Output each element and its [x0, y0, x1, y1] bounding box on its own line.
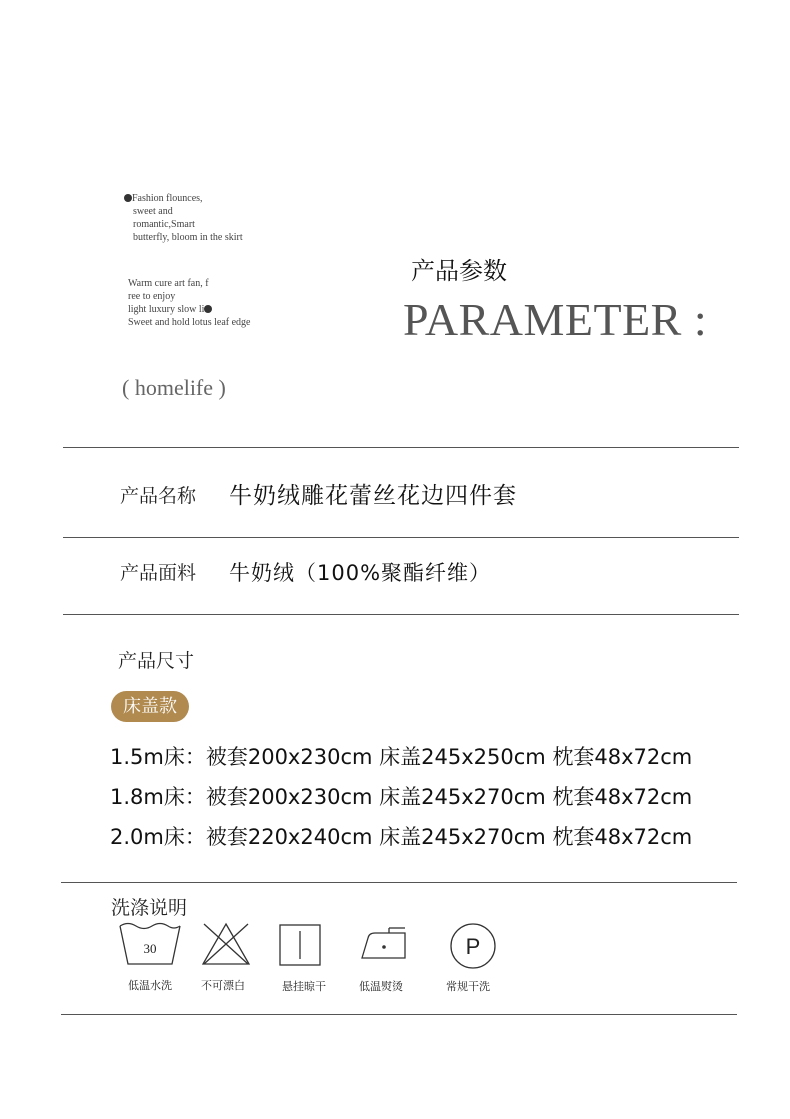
- care-item: [359, 926, 409, 966]
- bullet-dot-icon: [124, 194, 132, 202]
- poem-line: Sweet and hold lotus leaf edge: [128, 317, 251, 328]
- fabric-label: 产品面料: [120, 562, 197, 584]
- care-item: [118, 920, 182, 972]
- homelife-tag: ( homelife ): [122, 375, 226, 400]
- divider: [63, 447, 739, 448]
- line-dry-icon: [279, 924, 321, 966]
- low-iron-icon: [359, 926, 409, 962]
- dry-clean-letter: P: [465, 934, 481, 959]
- care-label: 悬挂晾干: [282, 980, 326, 993]
- divider: [61, 1014, 737, 1015]
- poem-line: ree to enjoy: [128, 291, 176, 302]
- wash-30-icon: [118, 920, 182, 968]
- care-item: [279, 924, 321, 970]
- no-bleach-icon: [200, 920, 252, 968]
- poem-line: butterfly, bloom in the skirt: [133, 232, 243, 243]
- divider: [63, 537, 739, 538]
- care-label: 不可漂白: [201, 979, 245, 992]
- dry-clean-icon: [449, 922, 497, 970]
- product-name-label: 产品名称: [120, 485, 197, 507]
- care-label: 低温熨烫: [359, 980, 403, 993]
- care-label: 常规干洗: [446, 980, 490, 993]
- care-label: 低温水洗: [128, 979, 172, 992]
- poem-line: Warm cure art fan, f: [128, 278, 209, 289]
- divider: [61, 882, 737, 883]
- divider: [63, 614, 739, 615]
- poem-line: sweet and: [133, 206, 173, 217]
- bullet-dot-icon: [204, 305, 212, 313]
- size-row: 1.5m床：被套200x230cm 床盖245x250cm 枕套48x72cm: [110, 745, 693, 769]
- size-label: 产品尺寸: [118, 650, 195, 672]
- care-item: [449, 922, 497, 974]
- heading-en: PARAMETER :: [403, 294, 708, 345]
- wash-temp-text: 30: [143, 941, 157, 956]
- poem-line: romantic,Smart: [133, 219, 195, 230]
- fabric-value: 牛奶绒（100%聚酯纤维）: [229, 561, 492, 585]
- care-title: 洗涤说明: [111, 897, 188, 919]
- product-name-value: 牛奶绒雕花蕾丝花边四件套: [229, 483, 517, 509]
- poem-line: Fashion flounces,: [124, 192, 243, 205]
- heading-cn: 产品参数: [411, 257, 507, 285]
- size-row: 2.0m床：被套220x240cm 床盖245x270cm 枕套48x72cm: [110, 825, 693, 849]
- size-row: 1.8m床：被套200x230cm 床盖245x270cm 枕套48x72cm: [110, 785, 693, 809]
- poem-block-2: [128, 277, 250, 329]
- care-item: [200, 920, 252, 972]
- bedspread-badge: 床盖款: [111, 691, 189, 722]
- poem-block-1: [124, 192, 243, 244]
- poem-line: light luxury slow li: [128, 303, 250, 316]
